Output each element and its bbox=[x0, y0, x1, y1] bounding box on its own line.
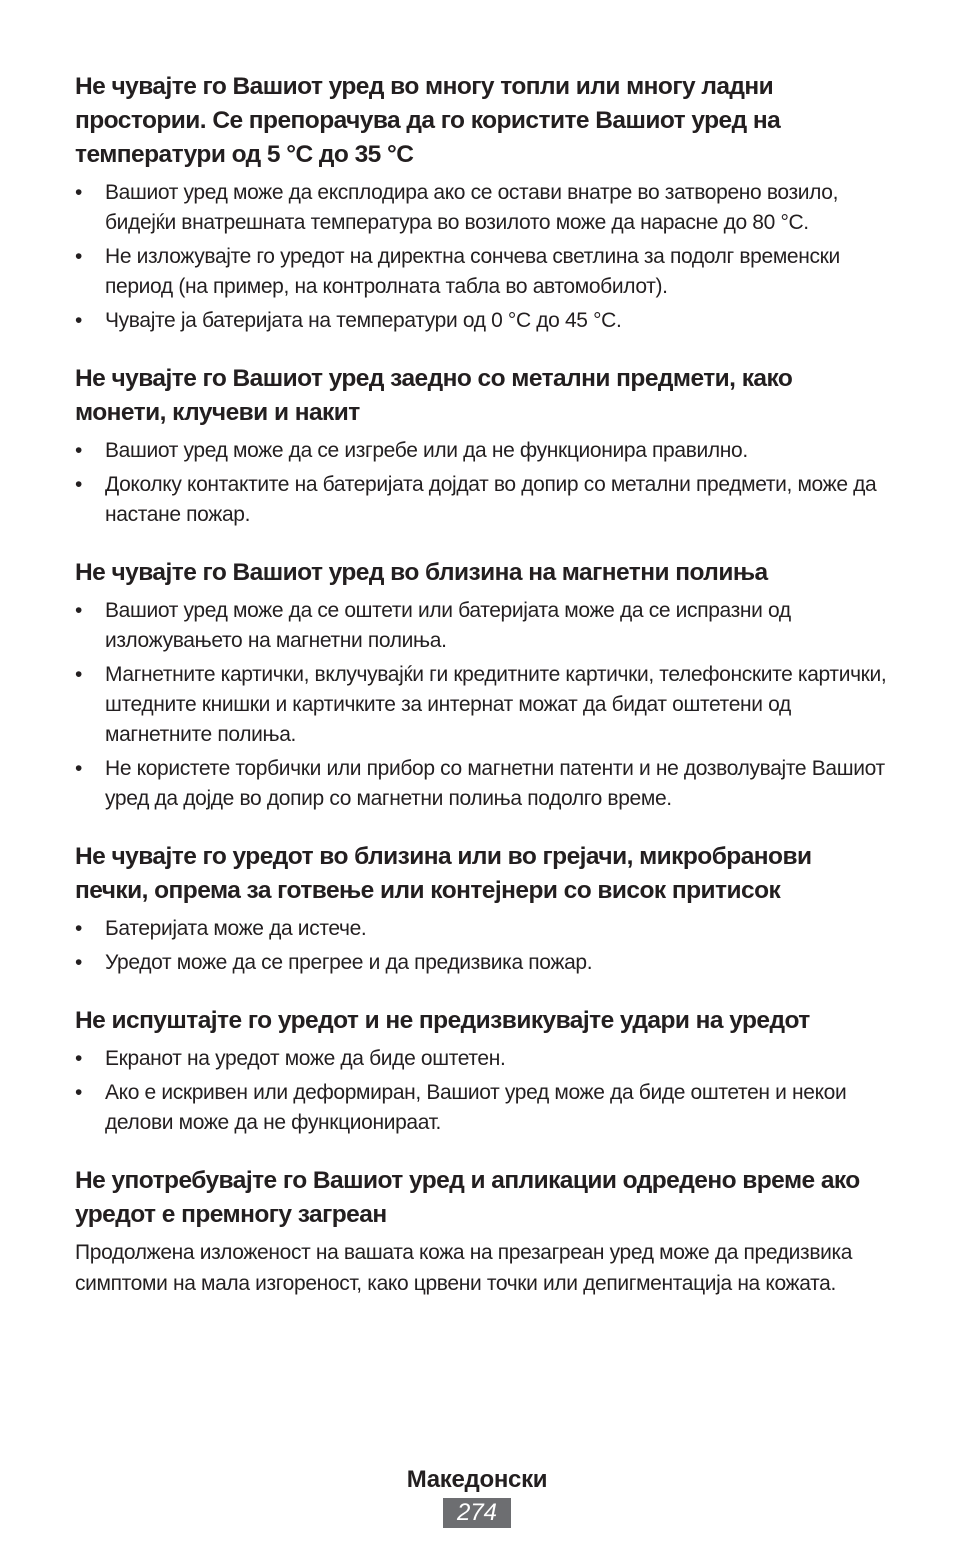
bullet-icon: • bbox=[75, 181, 83, 204]
bullet-icon: • bbox=[75, 917, 83, 940]
bullet-list bbox=[75, 596, 887, 814]
bullet-icon: • bbox=[75, 757, 83, 780]
list-item-text: Магнетните картички, вклучувајќи ги кредитните картички, телефонските картички, штедните книшки и картичките за интернат можат да бидат оштетени од магнетните полиња. bbox=[105, 663, 887, 746]
list-item bbox=[75, 660, 887, 750]
section-heading: Не испуштајте го уредот и не предизвикувајте удари на уредот bbox=[75, 1007, 810, 1034]
list-item bbox=[75, 436, 887, 466]
list-item bbox=[75, 242, 887, 302]
section-drops bbox=[75, 1004, 887, 1138]
section-heaters bbox=[75, 840, 887, 978]
list-item-text: Ако е искривен или деформиран, Вашиот уред може да биде оштетен и некои делови може да не функционираат. bbox=[105, 1081, 847, 1134]
footer-language: Македонски bbox=[406, 1466, 548, 1493]
list-item-text: Вашиот уред може да се оштети или батеријата може да се испразни од изложувањето на магнетни полиња. bbox=[105, 599, 791, 652]
list-item-text: Вашиот уред може да се изгребе или да не функционира правилно. bbox=[105, 439, 748, 462]
bullet-icon: • bbox=[75, 599, 83, 622]
section-heading: Не чувајте го Вашиот уред во близина на магнетни полиња bbox=[75, 559, 768, 586]
section-heading: Не чувајте го Вашиот уред во многу топли или многу ладни простории. Се препорачува да го користите Вашиот уред на температури од 5 °C до 35 °C bbox=[75, 73, 781, 168]
list-item bbox=[75, 178, 887, 238]
list-item bbox=[75, 470, 887, 530]
bullet-list bbox=[75, 436, 887, 530]
bullet-icon: • bbox=[75, 245, 83, 268]
section-heading: Не чувајте го Вашиот уред заедно со метални предмети, како монети, клучеви и накит bbox=[75, 365, 793, 426]
bullet-icon: • bbox=[75, 663, 83, 686]
bullet-icon: • bbox=[75, 473, 83, 496]
list-item-text: Чувајте ја батеријата на температури од 0 °C до 45 °C. bbox=[105, 309, 622, 332]
bullet-icon: • bbox=[75, 1081, 83, 1104]
page-footer bbox=[0, 1464, 954, 1528]
bullet-icon: • bbox=[75, 951, 83, 974]
list-item-text: Батеријата може да истече. bbox=[105, 917, 367, 940]
list-item bbox=[75, 306, 887, 336]
list-item-text: Уредот може да се прегрее и да предизвика пожар. bbox=[105, 951, 593, 974]
list-item-text: Не изложувајте го уредот на директна сончева светлина за подолг временски период (на пример, на контролната табла во автомобилот). bbox=[105, 245, 840, 298]
list-item bbox=[75, 914, 887, 944]
section-temperature bbox=[75, 70, 887, 336]
section-paragraph: Продолжена изложеност на вашата кожа на презагреан уред може да предизвика симптоми на мала изгореност, како црвени точки или депигментација на кожата. bbox=[75, 1241, 853, 1295]
page-content bbox=[75, 70, 887, 1325]
bullet-list bbox=[75, 914, 887, 978]
list-item-text: Екранот на уредот може да биде оштетен. bbox=[105, 1047, 506, 1070]
bullet-list bbox=[75, 178, 887, 336]
bullet-icon: • bbox=[75, 1047, 83, 1070]
section-heading: Не употребувајте го Вашиот уред и апликации одредено време ако уредот е премногу загреан bbox=[75, 1167, 860, 1228]
section-magnetic-fields bbox=[75, 556, 887, 814]
list-item bbox=[75, 1078, 887, 1138]
list-item bbox=[75, 754, 887, 814]
list-item-text: Не користете торбички или прибор со магнетни патенти и не дозволувајте Вашиот уред да дојде во допир со магнетни полиња подолго време. bbox=[105, 757, 885, 810]
list-item bbox=[75, 1044, 887, 1074]
bullet-list bbox=[75, 1044, 887, 1138]
list-item-text: Вашиот уред може да експлодира ако се остави внатре во затворено возило, бидејќи внатрешната температура во возилото може да нарасне до 80 °C. bbox=[105, 181, 839, 234]
section-metal-objects bbox=[75, 362, 887, 530]
list-item bbox=[75, 596, 887, 656]
bullet-icon: • bbox=[75, 439, 83, 462]
page-number: 274 bbox=[443, 1498, 511, 1528]
section-overheating bbox=[75, 1164, 887, 1299]
list-item bbox=[75, 948, 887, 978]
bullet-icon: • bbox=[75, 309, 83, 332]
section-heading: Не чувајте го уредот во близина или во грејачи, микробранови печки, опрема за готвење или контејнери со висок притисок bbox=[75, 843, 812, 904]
list-item-text: Доколку контактите на батеријата дојдат во допир со метални предмети, може да настане пожар. bbox=[105, 473, 877, 526]
